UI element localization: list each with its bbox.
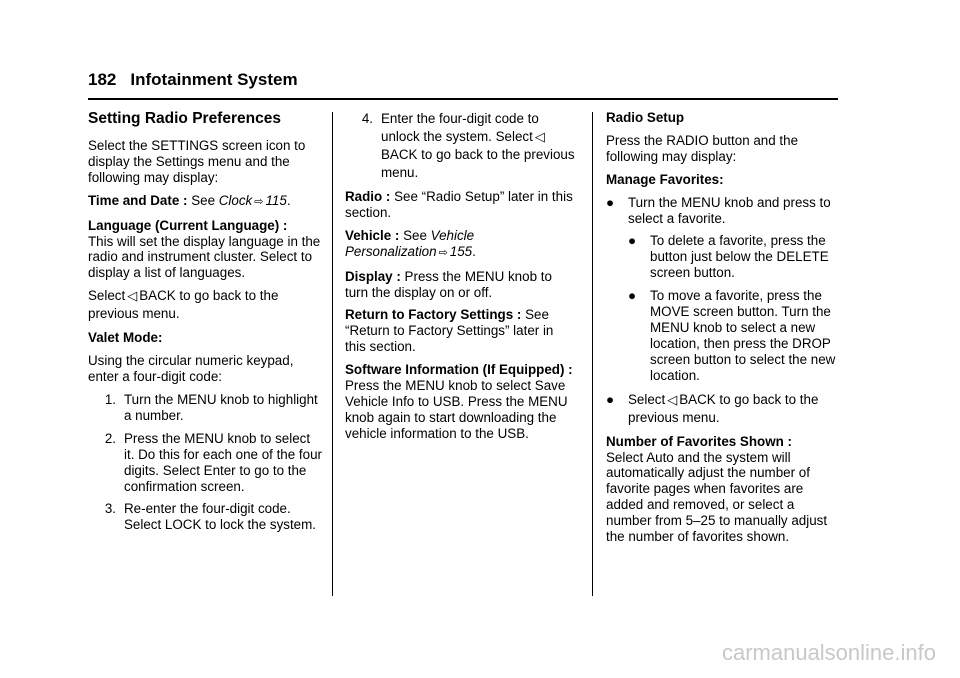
vehicle-entry: Vehicle : See Vehicle Personalization ⇨ 155.	[345, 227, 476, 259]
bullet-text: Turn the MENU knob and press to select a favorite.	[628, 194, 831, 226]
list-item	[345, 110, 577, 182]
step-number: 2.	[104, 430, 116, 446]
back-icon: ◁	[667, 391, 678, 407]
radio-label: Radio :	[345, 189, 391, 204]
step-number: 3.	[104, 501, 116, 517]
display-entry	[345, 269, 577, 301]
list-item	[606, 288, 840, 383]
column-2	[345, 110, 577, 449]
step-number: 4.	[361, 111, 373, 126]
factory-entry	[345, 307, 577, 355]
step-text: Press the MENU knob to select it. Do this for each one of the four digits. Select Enter to go to the confirmation screen.	[124, 430, 322, 494]
step-number: 1.	[104, 391, 116, 407]
back-icon: ◁	[127, 288, 138, 304]
list-item	[606, 391, 840, 427]
back-pre-text: Select	[88, 288, 126, 304]
step4-post-text: BACK to go back to the previous menu.	[381, 147, 575, 180]
column-1	[88, 110, 324, 540]
language-back-text	[88, 287, 324, 323]
list-item	[88, 392, 324, 424]
step-text: Re-enter the four-digit code. Select LOCK to lock the system.	[124, 501, 317, 533]
clock-page-ref: 115	[265, 192, 287, 208]
factory-text: See “Return to Factory Settings” later in this section.	[345, 307, 554, 355]
language-label: Language (Current Language) :	[88, 217, 288, 233]
bullet-icon: ●	[606, 391, 615, 407]
language-entry	[88, 218, 324, 282]
display-label: Display :	[345, 268, 401, 284]
bullet-icon: ●	[628, 233, 637, 249]
factory-label: Return to Factory Settings :	[345, 307, 522, 323]
valet-mode-label: Valet Mode:	[88, 330, 163, 346]
page-ref-icon: ⇨	[254, 195, 264, 208]
radio-text: See “Radio Setup” later in this section.	[345, 189, 573, 220]
column-3	[606, 110, 840, 552]
page-header	[88, 70, 298, 90]
vehicle-page-ref: 155	[449, 243, 473, 259]
clock-link[interactable]: Clock	[218, 192, 253, 208]
list-item	[88, 501, 324, 533]
software-label: Software Information (If Equipped) :	[345, 362, 573, 378]
software-text: Press the MENU knob to select Save Vehicle Info to USB. Press the MENU knob again to start downloading the vehicle information to the USB.	[345, 378, 568, 441]
bullet-text: To delete a favorite, press the button just below the DELETE screen button.	[650, 233, 829, 281]
page-ref-icon: ⇨	[438, 246, 448, 259]
back-post-text: BACK to go back to the previous menu.	[88, 288, 279, 322]
bullet-icon: ●	[606, 194, 615, 210]
column-divider-1	[332, 112, 333, 596]
list-item	[88, 431, 324, 495]
time-date-text: See	[191, 192, 216, 208]
radio-setup-text: Press the RADIO button and the following may display:	[606, 132, 799, 164]
valet-mode-text: Using the circular numeric keypad, enter a four-digit code:	[88, 353, 294, 385]
time-date-label: Time and Date :	[88, 192, 188, 208]
step-text	[381, 110, 577, 182]
radio-entry	[345, 189, 577, 221]
bullet-icon: ●	[628, 288, 637, 304]
number-favorites-entry	[606, 434, 840, 545]
header-rule	[88, 98, 838, 100]
step-text: Turn the MENU knob to highlight a number.	[124, 391, 318, 423]
language-text: This will set the display language in the radio and instrument cluster. Select to display a list of languages.	[88, 233, 321, 281]
software-entry	[345, 362, 577, 442]
time-date-entry: Time and Date : See Clock ⇨ 115.	[88, 192, 291, 208]
vehicle-text: See	[403, 227, 427, 243]
bullet-text: To move a favorite, press the MOVE screen button. Turn the MENU knob to select a new location, then press the DROP screen button to select the new location.	[650, 288, 836, 383]
section-title: Setting Radio Preferences	[88, 110, 281, 127]
watermark: carmanualsonline.info	[721, 640, 936, 665]
number-favorites-text: Select Auto and the system will automatically adjust the number of favorite pages when favorites are added and removed, or select a number from 5–25 to manually adjust the number of favorites shown.	[606, 449, 828, 545]
intro-paragraph: Select the SETTINGS screen icon to display the Settings menu and the following may display:	[88, 138, 306, 185]
step4-pre-text: Enter the four-digit code to unlock the system. Select	[381, 111, 539, 144]
page-number: 182	[88, 70, 117, 89]
bullet2-post-text: BACK to go back to the previous menu.	[628, 391, 819, 425]
number-favorites-label: Number of Favorites Shown :	[606, 433, 792, 449]
page-header-title: Infotainment System	[130, 70, 298, 89]
back-icon: ◁	[534, 129, 545, 144]
manage-favorites-label: Manage Favorites:	[606, 171, 724, 187]
radio-setup-title: Radio Setup	[606, 110, 685, 125]
vehicle-label: Vehicle :	[345, 227, 400, 243]
list-item	[606, 233, 840, 281]
bullet-text	[628, 391, 840, 427]
display-text: Press the MENU knob to turn the display on or off.	[345, 268, 552, 300]
list-item	[606, 195, 840, 227]
vehicle-personalization-link[interactable]: Vehicle Personalization	[345, 227, 475, 259]
column-divider-2	[592, 112, 593, 596]
bullet2-pre-text: Select	[628, 391, 666, 407]
